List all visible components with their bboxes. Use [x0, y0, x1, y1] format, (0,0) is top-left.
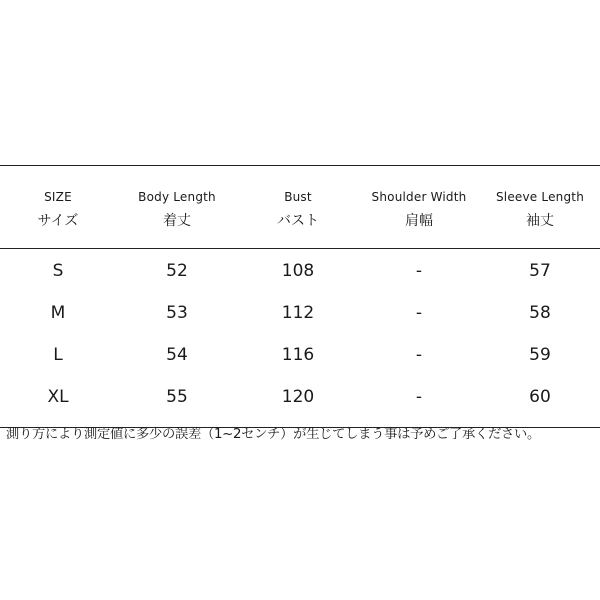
cell-bust: 116 [281, 345, 315, 365]
header-sleeve-length-jp: 袖丈 [526, 213, 554, 229]
cell-shoulder-width: - [415, 345, 423, 365]
table-row [0, 253, 600, 295]
header-body-length-jp: 着丈 [163, 213, 191, 229]
cell-shoulder-width: - [415, 303, 423, 323]
table-header-row [0, 166, 600, 248]
cell-shoulder-width: - [415, 387, 423, 407]
cell-size: XL [47, 387, 69, 407]
header-shoulder-width-jp: 肩幅 [405, 213, 433, 229]
cell-sleeve-length: 57 [529, 261, 551, 281]
header-size-jp: サイズ [37, 213, 79, 229]
table-row [0, 295, 600, 337]
cell-size: S [52, 261, 64, 281]
cell-sleeve-length: 60 [529, 387, 551, 407]
header-size-en: SIZE [44, 190, 72, 204]
cell-size: M [50, 303, 66, 323]
header-body-length-en: Body Length [138, 190, 216, 204]
cell-sleeve-length: 58 [529, 303, 551, 323]
measurement-note: 測り方により測定値に多少の誤差（1~2センチ）が生じてしまう事は予めご了承ください。 [6, 427, 541, 442]
cell-size: L [53, 345, 63, 365]
header-sleeve-length-en: Sleeve Length [495, 190, 585, 204]
size-table [0, 165, 600, 428]
header-shoulder-width-en: Shoulder Width [371, 190, 467, 204]
cell-bust: 120 [281, 387, 315, 407]
header-bust-en: Bust [284, 190, 312, 204]
cell-body-length: 54 [166, 345, 188, 365]
cell-bust: 112 [281, 303, 315, 323]
cell-sleeve-length: 59 [529, 345, 551, 365]
table-row [0, 337, 600, 379]
cell-bust: 108 [281, 261, 315, 281]
table-body [0, 249, 600, 427]
cell-body-length: 53 [166, 303, 188, 323]
cell-body-length: 55 [166, 387, 188, 407]
header-bust-jp: バスト [277, 213, 319, 229]
cell-shoulder-width: - [415, 261, 423, 281]
cell-body-length: 52 [166, 261, 188, 281]
table-row [0, 379, 600, 421]
